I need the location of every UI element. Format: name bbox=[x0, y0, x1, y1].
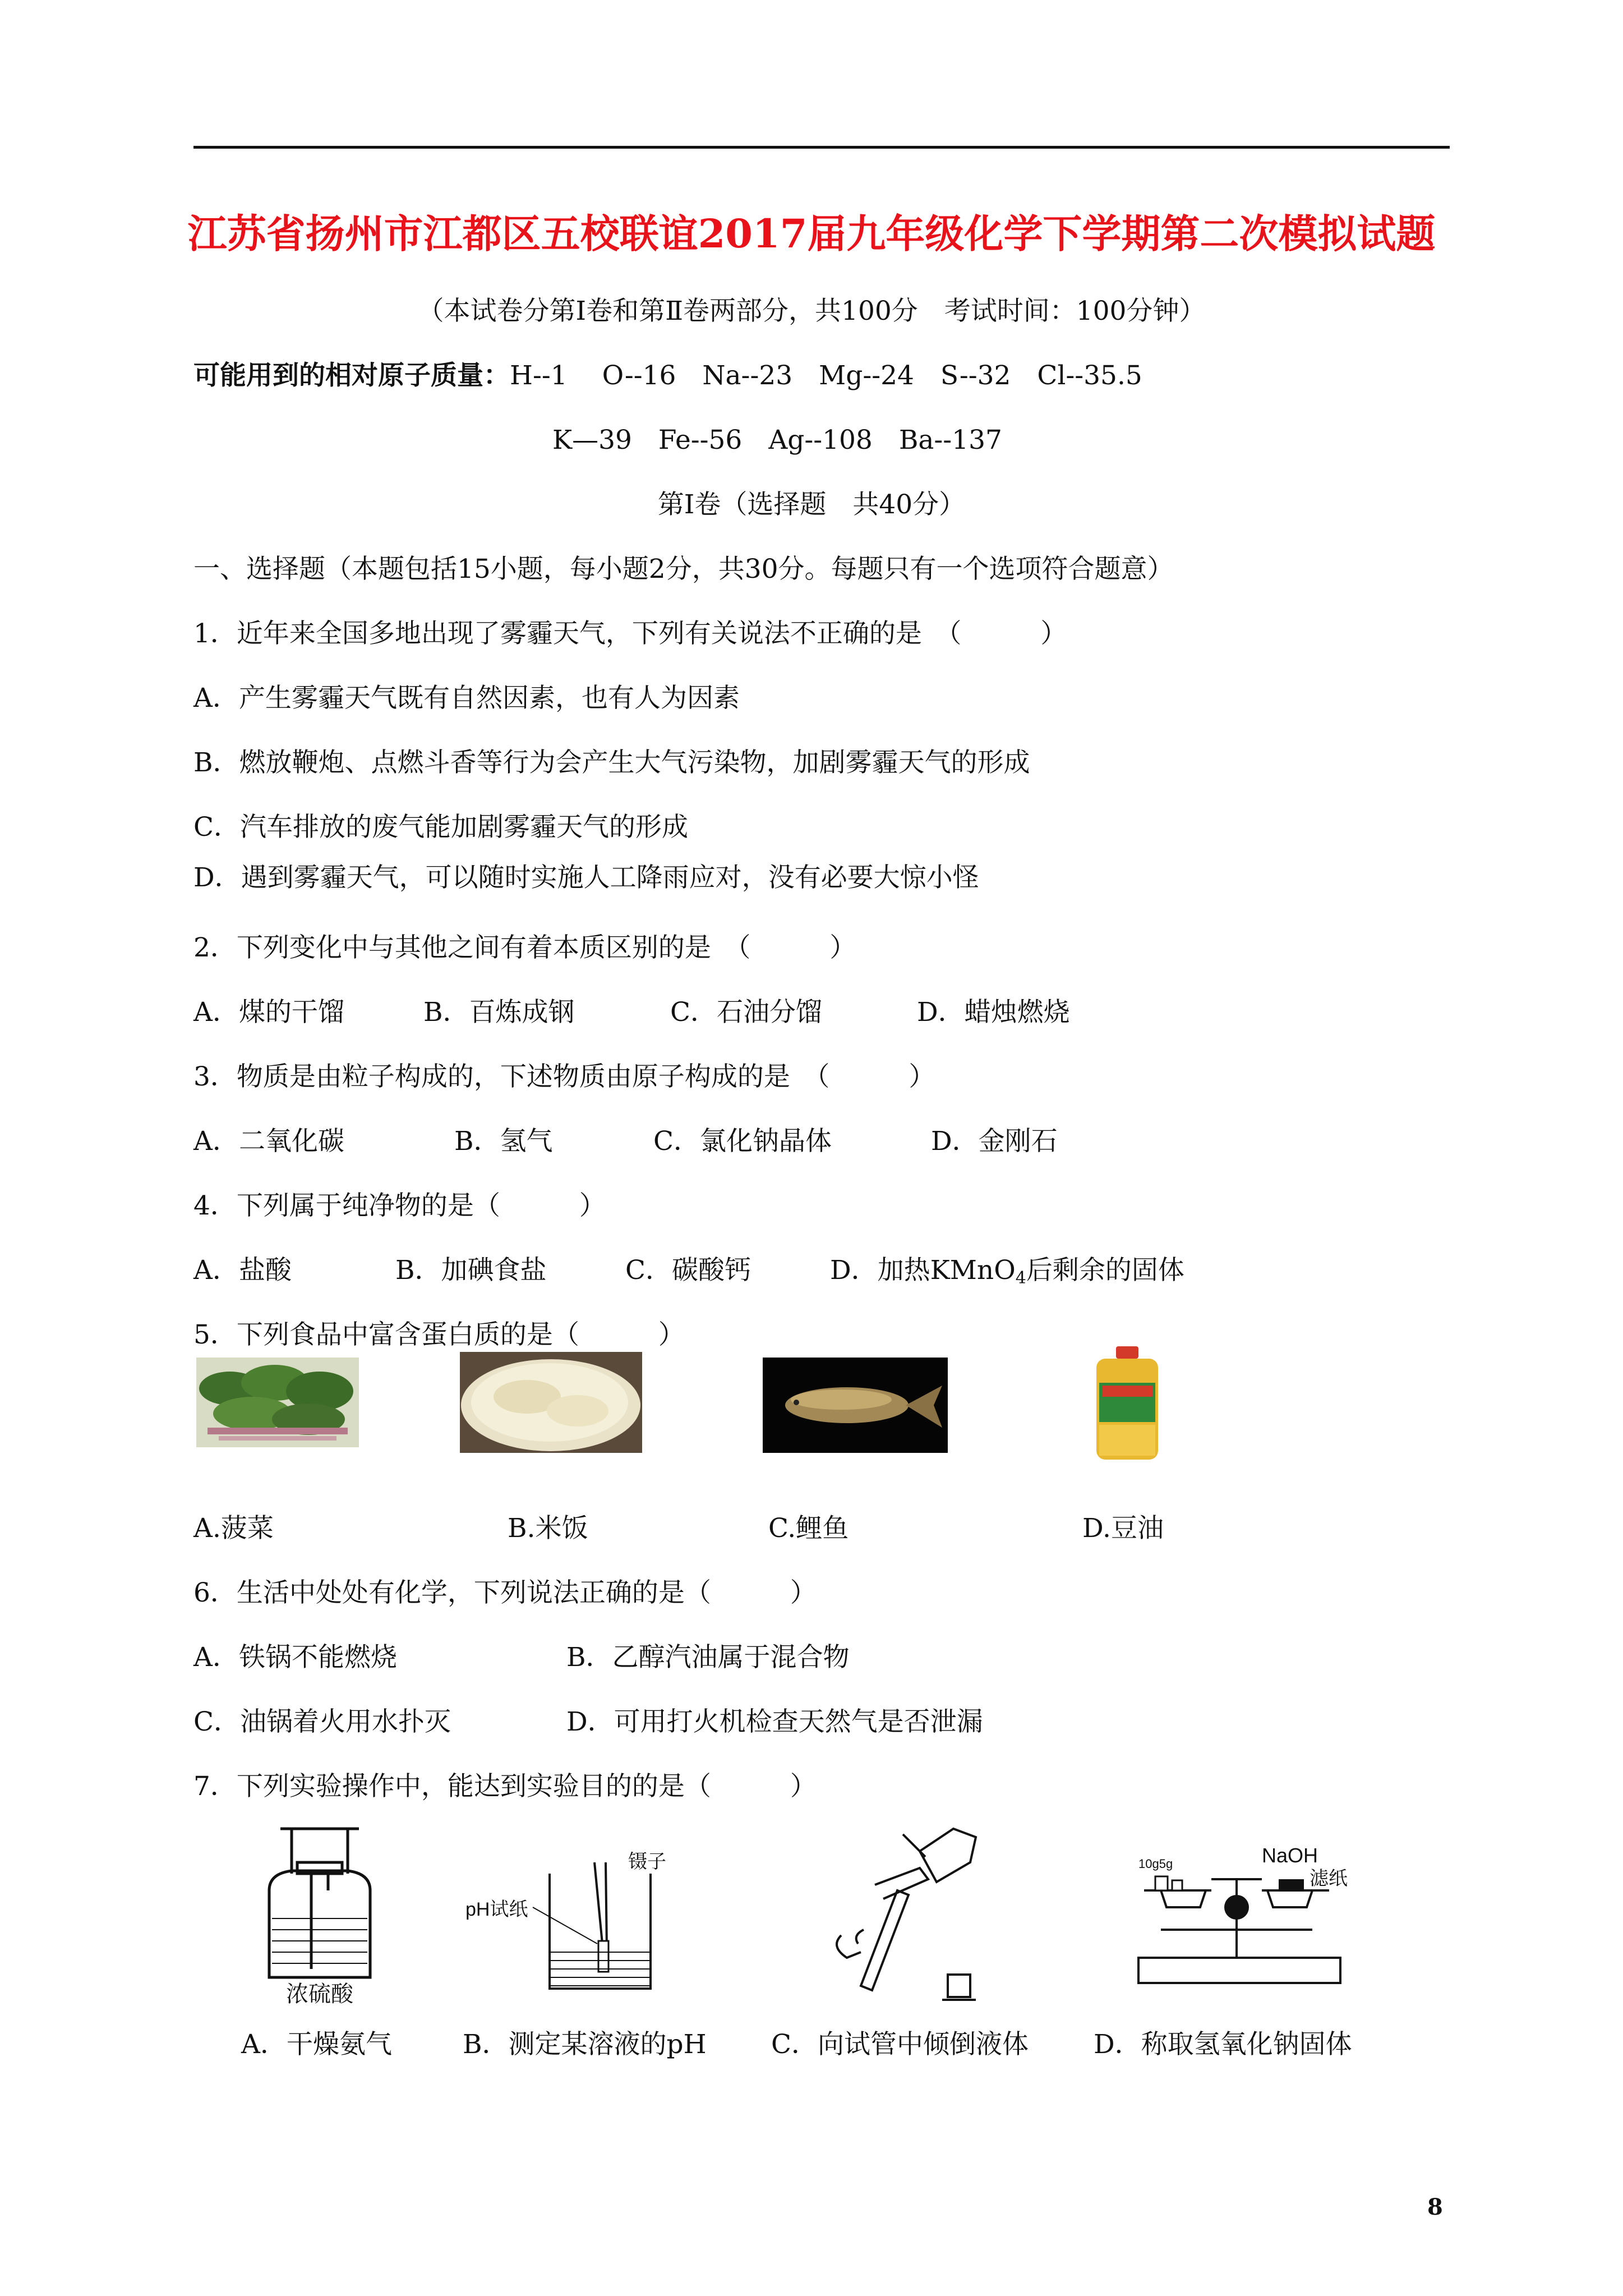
q7-option-a: A．干燥氨气 bbox=[241, 2029, 392, 2060]
ph-test-figure bbox=[465, 1846, 690, 1997]
spinach-image bbox=[196, 1358, 359, 1447]
q2-option-c: C．石油分馏 bbox=[670, 997, 822, 1028]
q4-option-c: C．碳酸钙 bbox=[625, 1255, 751, 1286]
q1-option-b: B．燃放鞭炮、点燃斗香等行为会产生大气污染物，加剧雾霾天气的形成 bbox=[193, 747, 1030, 778]
q4-option-a: A．盐酸 bbox=[193, 1255, 292, 1286]
q6-option-b: B．乙醇汽油属于混合物 bbox=[566, 1642, 850, 1673]
q6-option-a: A．铁锅不能燃烧 bbox=[193, 1642, 397, 1673]
q5-option-b: B.米饭 bbox=[508, 1513, 588, 1544]
q5-stem: 5．下列食品中富含蛋白质的是（ ） bbox=[193, 1319, 685, 1350]
q3-option-b: B．氢气 bbox=[454, 1126, 553, 1157]
header-rule bbox=[193, 146, 1450, 149]
atomic-mass-values1: H--1 O--16 Na--23 Mg--24 S--32 Cl--35.5 bbox=[510, 360, 1142, 391]
exam-note: （本试卷分第Ⅰ卷和第Ⅱ卷两部分，共100分 考试时间：100分钟） bbox=[417, 296, 1206, 326]
concentrated-sulfuric-acid-label: 浓硫酸 bbox=[286, 1982, 353, 2007]
atomic-mass-line2: K—39 Fe--56 Ag--108 Ba--137 bbox=[552, 425, 1002, 455]
q6-stem: 6．生活中处处有化学，下列说法正确的是（ ） bbox=[193, 1577, 817, 1608]
q4-option-d-suffix: 后剩余的固体 bbox=[1026, 1255, 1184, 1286]
weights-label: 10g5g bbox=[1138, 1857, 1173, 1871]
q2-stem: 2．下列变化中与其他之间有着本质区别的是 （ ） bbox=[193, 932, 856, 963]
gas-washing-bottle-figure bbox=[258, 1818, 381, 2008]
balance-figure bbox=[1127, 1846, 1368, 1991]
q2-option-d: D．蜡烛燃烧 bbox=[917, 997, 1070, 1028]
atomic-mass-line1 bbox=[193, 359, 1142, 393]
q4-option-d bbox=[830, 1254, 1184, 1295]
q3-option-d: D．金刚石 bbox=[931, 1126, 1058, 1157]
q1-option-a: A．产生雾霾天气既有自然因素，也有人为因素 bbox=[193, 683, 740, 714]
pouring-liquid-figure bbox=[808, 1818, 998, 2008]
q1-option-d: D．遇到雾霾天气，可以随时实施人工降雨应对，没有必要大惊小怪 bbox=[193, 862, 979, 893]
q5-option-a: A.菠菜 bbox=[193, 1513, 274, 1544]
q4-stem: 4．下列属于纯净物的是（ ） bbox=[193, 1190, 606, 1221]
q4-option-d-text: D．加热KMnO bbox=[830, 1255, 1016, 1286]
q3-option-c: C．氯化钠晶体 bbox=[653, 1126, 832, 1157]
exam-title: 江苏省扬州市江都区五校联谊2017届九年级化学下学期第二次模拟试题 bbox=[187, 210, 1436, 257]
q3-stem: 3．物质是由粒子构成的，下述物质由原子构成的是 （ ） bbox=[193, 1061, 935, 1092]
q2-option-a: A．煤的干馏 bbox=[193, 997, 344, 1028]
q4-option-d-subscript: 4 bbox=[1015, 1268, 1026, 1288]
q6-option-d: D．可用打火机检查天然气是否泄漏 bbox=[566, 1706, 983, 1737]
q7-stem: 7．下列实验操作中，能达到实验目的的是（ ） bbox=[193, 1771, 817, 1802]
q1-option-c: C．汽车排放的废气能加剧雾霾天气的形成 bbox=[193, 812, 688, 843]
carp-image bbox=[763, 1358, 948, 1453]
q7-option-d: D．称取氢氧化钠固体 bbox=[1094, 2029, 1352, 2060]
q5-option-d: D.豆油 bbox=[1082, 1513, 1164, 1544]
q4-option-b: B．加碘食盐 bbox=[395, 1255, 547, 1286]
q7-option-c: C．向试管中倾倒液体 bbox=[771, 2029, 1029, 2060]
q3-option-a: A．二氧化碳 bbox=[193, 1126, 344, 1157]
q1-stem: 1．近年来全国多地出现了雾霾天气，下列有关说法不正确的是 （ ） bbox=[193, 618, 1067, 649]
q7-option-b: B．测定某溶液的pH bbox=[463, 2029, 707, 2060]
page-number: 8 bbox=[1427, 2194, 1443, 2220]
q6-option-c: C．油锅着火用水扑灭 bbox=[193, 1706, 451, 1737]
atomic-mass-label: 可能用到的相对原子质量： bbox=[193, 360, 510, 391]
part-title: 第Ⅰ卷（选择题 共40分） bbox=[657, 489, 966, 520]
filter-paper-label: 滤纸 bbox=[1310, 1868, 1348, 1889]
tweezers-label: 镊子 bbox=[628, 1851, 666, 1872]
ph-paper-label: pH试纸 bbox=[465, 1899, 528, 1920]
section-title: 一、选择题（本题包括15小题，每小题2分，共30分。每题只有一个选项符合题意） bbox=[193, 554, 1174, 585]
soybean-oil-image bbox=[1085, 1346, 1169, 1464]
rice-image bbox=[460, 1352, 642, 1453]
q5-option-c: C.鲤鱼 bbox=[768, 1513, 849, 1544]
q2-option-b: B．百炼成钢 bbox=[423, 997, 575, 1028]
naoh-label: NaOH bbox=[1262, 1846, 1318, 1867]
